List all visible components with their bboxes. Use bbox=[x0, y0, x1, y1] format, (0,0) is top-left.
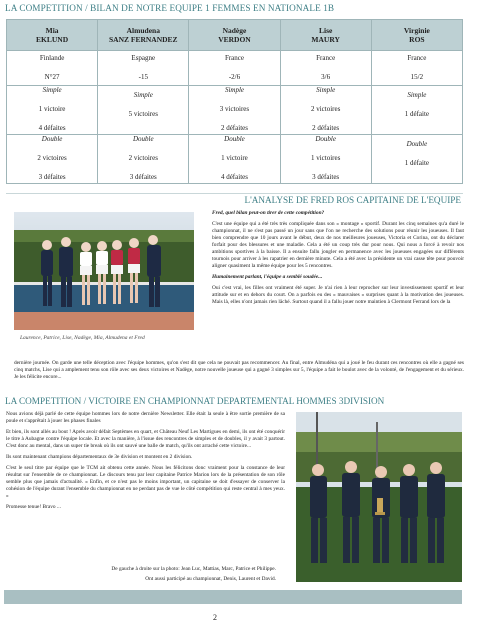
double-losses: 4 défaites bbox=[220, 173, 248, 182]
player-last-name: EKLUND bbox=[36, 35, 69, 44]
player-first-name: Almudena bbox=[126, 25, 160, 35]
interview-question-2: Humainement parlant, l'équipe a semblé soudée... bbox=[212, 274, 323, 280]
interview-answer-2-continued: dernière journée. On garde une telle déception avec l'équipe hommes, qu'on s'est dit que cela ne pouvait pas recommencer. Au final, entre Almudéna qui a joué le feu durant ces rencontres où elle a gagné ses cinq matchs, Lise qui a amplement tenu son rôle avec ses deux victoires et Nadège, notre nouvelle joueuse qui a gagné 3 simples sur 5, l'équipe a fait le boulot avec de la volonté, de l'engagement et du sérieux. Je les félicite encore... bbox=[14, 360, 464, 380]
player-country: France bbox=[407, 53, 427, 62]
double-wins: 1 défaite bbox=[404, 159, 430, 167]
player-country-rank bbox=[7, 51, 98, 86]
double-wins: 1 victoire bbox=[221, 154, 248, 163]
simple-label: Simple bbox=[316, 86, 336, 95]
double-label: Double bbox=[132, 135, 154, 144]
interview-text bbox=[212, 210, 464, 310]
double-wins: 2 victoires bbox=[37, 154, 67, 163]
double-results bbox=[98, 135, 189, 184]
player-rank: 3/6 bbox=[321, 72, 331, 81]
interview-answer-2: Oui c'est vrai, les filles ont vraiment été super. Je n'ai rien à leur reprocher sur leur investissement sportif et leur attitude sur et en dehors du court. On a parfois eu des « mauvaises » surprises quant à la motivation des joueuses. Mais là, elles n'ont jamais rien lâché. Surtout quand il a fallu jouer notre maintien à Clermont Ferrand lors de la bbox=[212, 285, 464, 305]
section3-title: LA COMPETITION / VICTOIRE EN CHAMPIONNAT DEPARTEMENTAL HOMMES 3DIVISION bbox=[5, 396, 385, 406]
player-country-rank bbox=[371, 51, 462, 86]
double-label: Double bbox=[315, 135, 336, 144]
simple-results bbox=[371, 86, 462, 135]
team-photo-men bbox=[296, 412, 462, 582]
article-paragraph: C'est le seul titre par équipe que le TCM ait obtenu cette année. Nous les félicitons donc vraiment pour la constance de leur résultat sur l'ensemble de ce championnat. Le discours tenu par leur capitaine Patrice Marion lors de la présentation de son rôle semble plus que jamais d'actualité. « Enfin, et ce n'est pas le moins important, un capitaine se doit d'essayer de conserver la cohésion de l'équipe durant l'ensemble du championnat en ne perdant pas de vue le côté compétition qui reste central à mes yeux. » bbox=[6, 465, 285, 499]
men-team-article bbox=[6, 411, 285, 515]
player-country: Espagne bbox=[131, 53, 156, 62]
player-country: Finlande bbox=[39, 53, 65, 62]
player-country-rank bbox=[280, 51, 371, 86]
interview-question-1: Fred, quel bilan peut-on tirer de cette compétition? bbox=[212, 210, 325, 216]
results-table bbox=[6, 19, 463, 184]
simple-wins: 1 défaite bbox=[404, 110, 430, 118]
simple-wins: 2 victoires bbox=[310, 105, 341, 114]
caption-line: De gauche à droite sur la photo: Jean Luc, Mattias, Marc, Patrice et Philippe. bbox=[111, 566, 276, 572]
player-first-name: Lise bbox=[318, 25, 333, 35]
player-first-name: Mia bbox=[45, 25, 59, 35]
player-last-name: ROS bbox=[409, 35, 425, 44]
player-country: France bbox=[224, 53, 244, 62]
player-rank: -15 bbox=[138, 72, 148, 81]
double-results bbox=[7, 135, 98, 184]
article-paragraph: Ils sont maintenant champions départementaux de 3e division et montent en 2 division. bbox=[6, 454, 193, 460]
double-results bbox=[280, 135, 371, 184]
player-last-name: MAURY bbox=[311, 35, 340, 44]
double-results bbox=[189, 135, 280, 184]
team-photo-women bbox=[14, 212, 194, 330]
player-rank: 15/2 bbox=[410, 72, 424, 81]
simple-label: Simple bbox=[133, 91, 153, 99]
interview-answer-1: C'est une équipe qui a été très très compliquée dans son « montage » sportif. Durant les cinq semaines qu'a duré le championnat, il ne s'est pas passé un jour sans que l'on ne recherche des solutions pour réunir les joueuses. Il faut bien comprendre que 10 jours avant le début, deux de nos meilleures joueuses, Victoria et Corina, ont du déclarer forfait pour des blessures et une maladie. Cela a été un coup très dur pour nous. Qui nous a forcé à revoir nos ambitions sportives à la baisse. Il a ensuite fallu jongler en permanence avec les joueuses engagées sur différents tournois pour arriver à les rapatrier en dernière minute. Cela a été avec la présidente un vrai casse tête pour pouvoir aligner quasiment la même équipe pour les 5 rencontres. bbox=[212, 221, 464, 269]
double-label: Double bbox=[224, 135, 245, 144]
page-number: 2 bbox=[213, 613, 217, 622]
article-paragraph: Nous avions déjà parlé de cette équipe hommes lors de notre dernière Newsletter. Elle était la seule à être sortie première de sa poule et s'apprêtait à jouer les phases finales bbox=[6, 411, 285, 424]
simple-results bbox=[98, 86, 189, 135]
simple-losses: 2 défaites bbox=[220, 124, 248, 133]
player-header bbox=[280, 20, 371, 51]
player-country-rank bbox=[98, 51, 189, 86]
player-rank: N°27 bbox=[44, 72, 60, 81]
section-divider bbox=[6, 193, 463, 194]
simple-label: Simple bbox=[407, 91, 427, 99]
player-country-rank bbox=[189, 51, 280, 86]
player-last-name: SANZ FERNANDEZ bbox=[109, 35, 178, 44]
section2-title: L'ANALYSE DE FRED ROS CAPITAINE DE L'EQUIPE bbox=[244, 195, 461, 205]
simple-results bbox=[280, 86, 371, 135]
simple-losses: 2 défaites bbox=[312, 124, 340, 133]
player-header bbox=[7, 20, 98, 51]
player-header bbox=[371, 20, 462, 51]
simple-wins: 5 victoires bbox=[128, 110, 158, 118]
article-paragraph: Promesse tenue! Bravo ... bbox=[6, 504, 61, 510]
player-header bbox=[98, 20, 189, 51]
player-header bbox=[189, 20, 280, 51]
caption-line: Ont aussi participé au championnat, Denis, Laurent et David. bbox=[145, 576, 276, 582]
section1-title: LA COMPETITION / BILAN DE NOTRE EQUIPE 1 FEMMES EN NATIONALE 1B bbox=[5, 3, 335, 13]
simple-label: Simple bbox=[42, 86, 62, 95]
player-country: France bbox=[316, 53, 336, 62]
double-wins: 2 victoires bbox=[128, 154, 158, 163]
player-first-name: Virginie bbox=[403, 25, 430, 35]
player-last-name: VERDON bbox=[218, 35, 251, 44]
interview-text-continued bbox=[14, 360, 464, 381]
photo-caption-women: Laurence, Patrice, Lise, Nadège, Mia, Almudena et Fred bbox=[20, 335, 145, 341]
simple-results bbox=[189, 86, 280, 135]
double-label: Double bbox=[406, 140, 428, 148]
double-wins: 1 victoires bbox=[310, 154, 341, 163]
simple-wins: 3 victoires bbox=[219, 105, 250, 114]
footer-bar bbox=[4, 590, 462, 604]
simple-losses: 4 défaites bbox=[38, 124, 66, 133]
article-paragraph: Et bien, ils sont allés au bout ! Après avoir défait Septèmes en quart, et Château Neuf Les Martigues en demi, ils ont été conquérir le titre à Aubagne contre l'équipe locale. Et avec la manière, à l'issue des rencontres de simples et de doubles, il y avait 3 partout. C'est donc au mental, dans un super tie break où ils ont sauvé une balle de match, qu'ils ont arraché cette victoire... bbox=[6, 429, 285, 449]
double-losses: 3 défaites bbox=[312, 173, 340, 182]
simple-results bbox=[7, 86, 98, 135]
double-losses: 3 défaites bbox=[38, 173, 66, 182]
double-losses: 3 défaites bbox=[129, 173, 157, 182]
player-first-name: Nadège bbox=[222, 25, 247, 35]
photo-caption-men bbox=[60, 566, 276, 586]
player-rank: -2/6 bbox=[228, 72, 241, 81]
double-label: Double bbox=[41, 135, 63, 144]
double-results bbox=[371, 135, 462, 184]
simple-label: Simple bbox=[224, 86, 244, 95]
simple-wins: 1 victoire bbox=[38, 105, 66, 114]
